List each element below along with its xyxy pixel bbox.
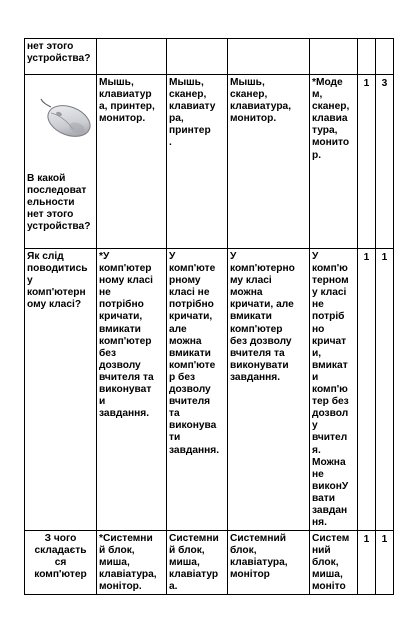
score-cell: 1 (358, 531, 376, 595)
option-c-cell: Системний блок, клавіатура, монітор (228, 531, 310, 595)
question-cell: нет этого устройства? (25, 39, 97, 75)
answer-count-cell: 1 (376, 531, 394, 595)
table-row (25, 39, 394, 75)
answer-count-cell: 3 (376, 75, 394, 249)
computer-mouse-icon (37, 95, 93, 141)
option-a-cell (97, 39, 167, 75)
table-row (25, 531, 394, 595)
option-d-cell (310, 39, 358, 75)
score-cell (358, 39, 376, 75)
table-row (25, 249, 394, 531)
option-d-cell: У комп'ю терном у класі не потріб но кричат и, вмикат и комп'ю тер без дозвол у вчител я. Можна не виконУ вати завдан ня. (310, 249, 358, 531)
score-cell: 1 (358, 249, 376, 531)
question-cell: Як слід поводитись у комп'ютерн ому класі? (25, 249, 97, 531)
option-c-cell (228, 39, 310, 75)
option-c-cell: У комп'ютерно му класі можна кричати, але вмикати комп'ютер без дозволу вчителя та виконувати завдання. (228, 249, 310, 531)
table-row (25, 75, 394, 249)
option-b-cell: Системни й блок, миша, клавіатур а. (167, 531, 228, 595)
option-b-cell (167, 39, 228, 75)
option-c-cell: Мышь, сканер, клавиатура, монитор. (228, 75, 310, 249)
score-cell: 1 (358, 75, 376, 249)
question-cell: В какой последоват ельности нет этого устройства? (25, 75, 97, 249)
answer-count-cell (376, 39, 394, 75)
option-a-cell: Мышь, клавиатур а, принтер, монитор. (97, 75, 167, 249)
option-d-cell: Систем ний блок, миша, моніто (310, 531, 358, 595)
answer-count-cell: 1 (376, 249, 394, 531)
quiz-table (24, 38, 394, 595)
option-d-cell: *Моде м, сканер, клавиа тура, монито р. (310, 75, 358, 249)
option-b-cell: У комп'юте рному класі не потрібно кричати, але можна вмикати комп'юте р без дозволу вчителя та виконува ти завдання. (167, 249, 228, 531)
option-b-cell: Мышь, сканер, клавиату ра, принтер . (167, 75, 228, 249)
option-a-cell: *У комп'ютер ному класі не потрібно кричати, вмикати комп'ютер без дозволу вчителя та виконуват и завдання. (97, 249, 167, 531)
option-a-cell: *Системни й блок, миша, клавіатура, монітор. (97, 531, 167, 595)
question-cell: З чого складаєть ся комп'ютер (25, 531, 97, 595)
